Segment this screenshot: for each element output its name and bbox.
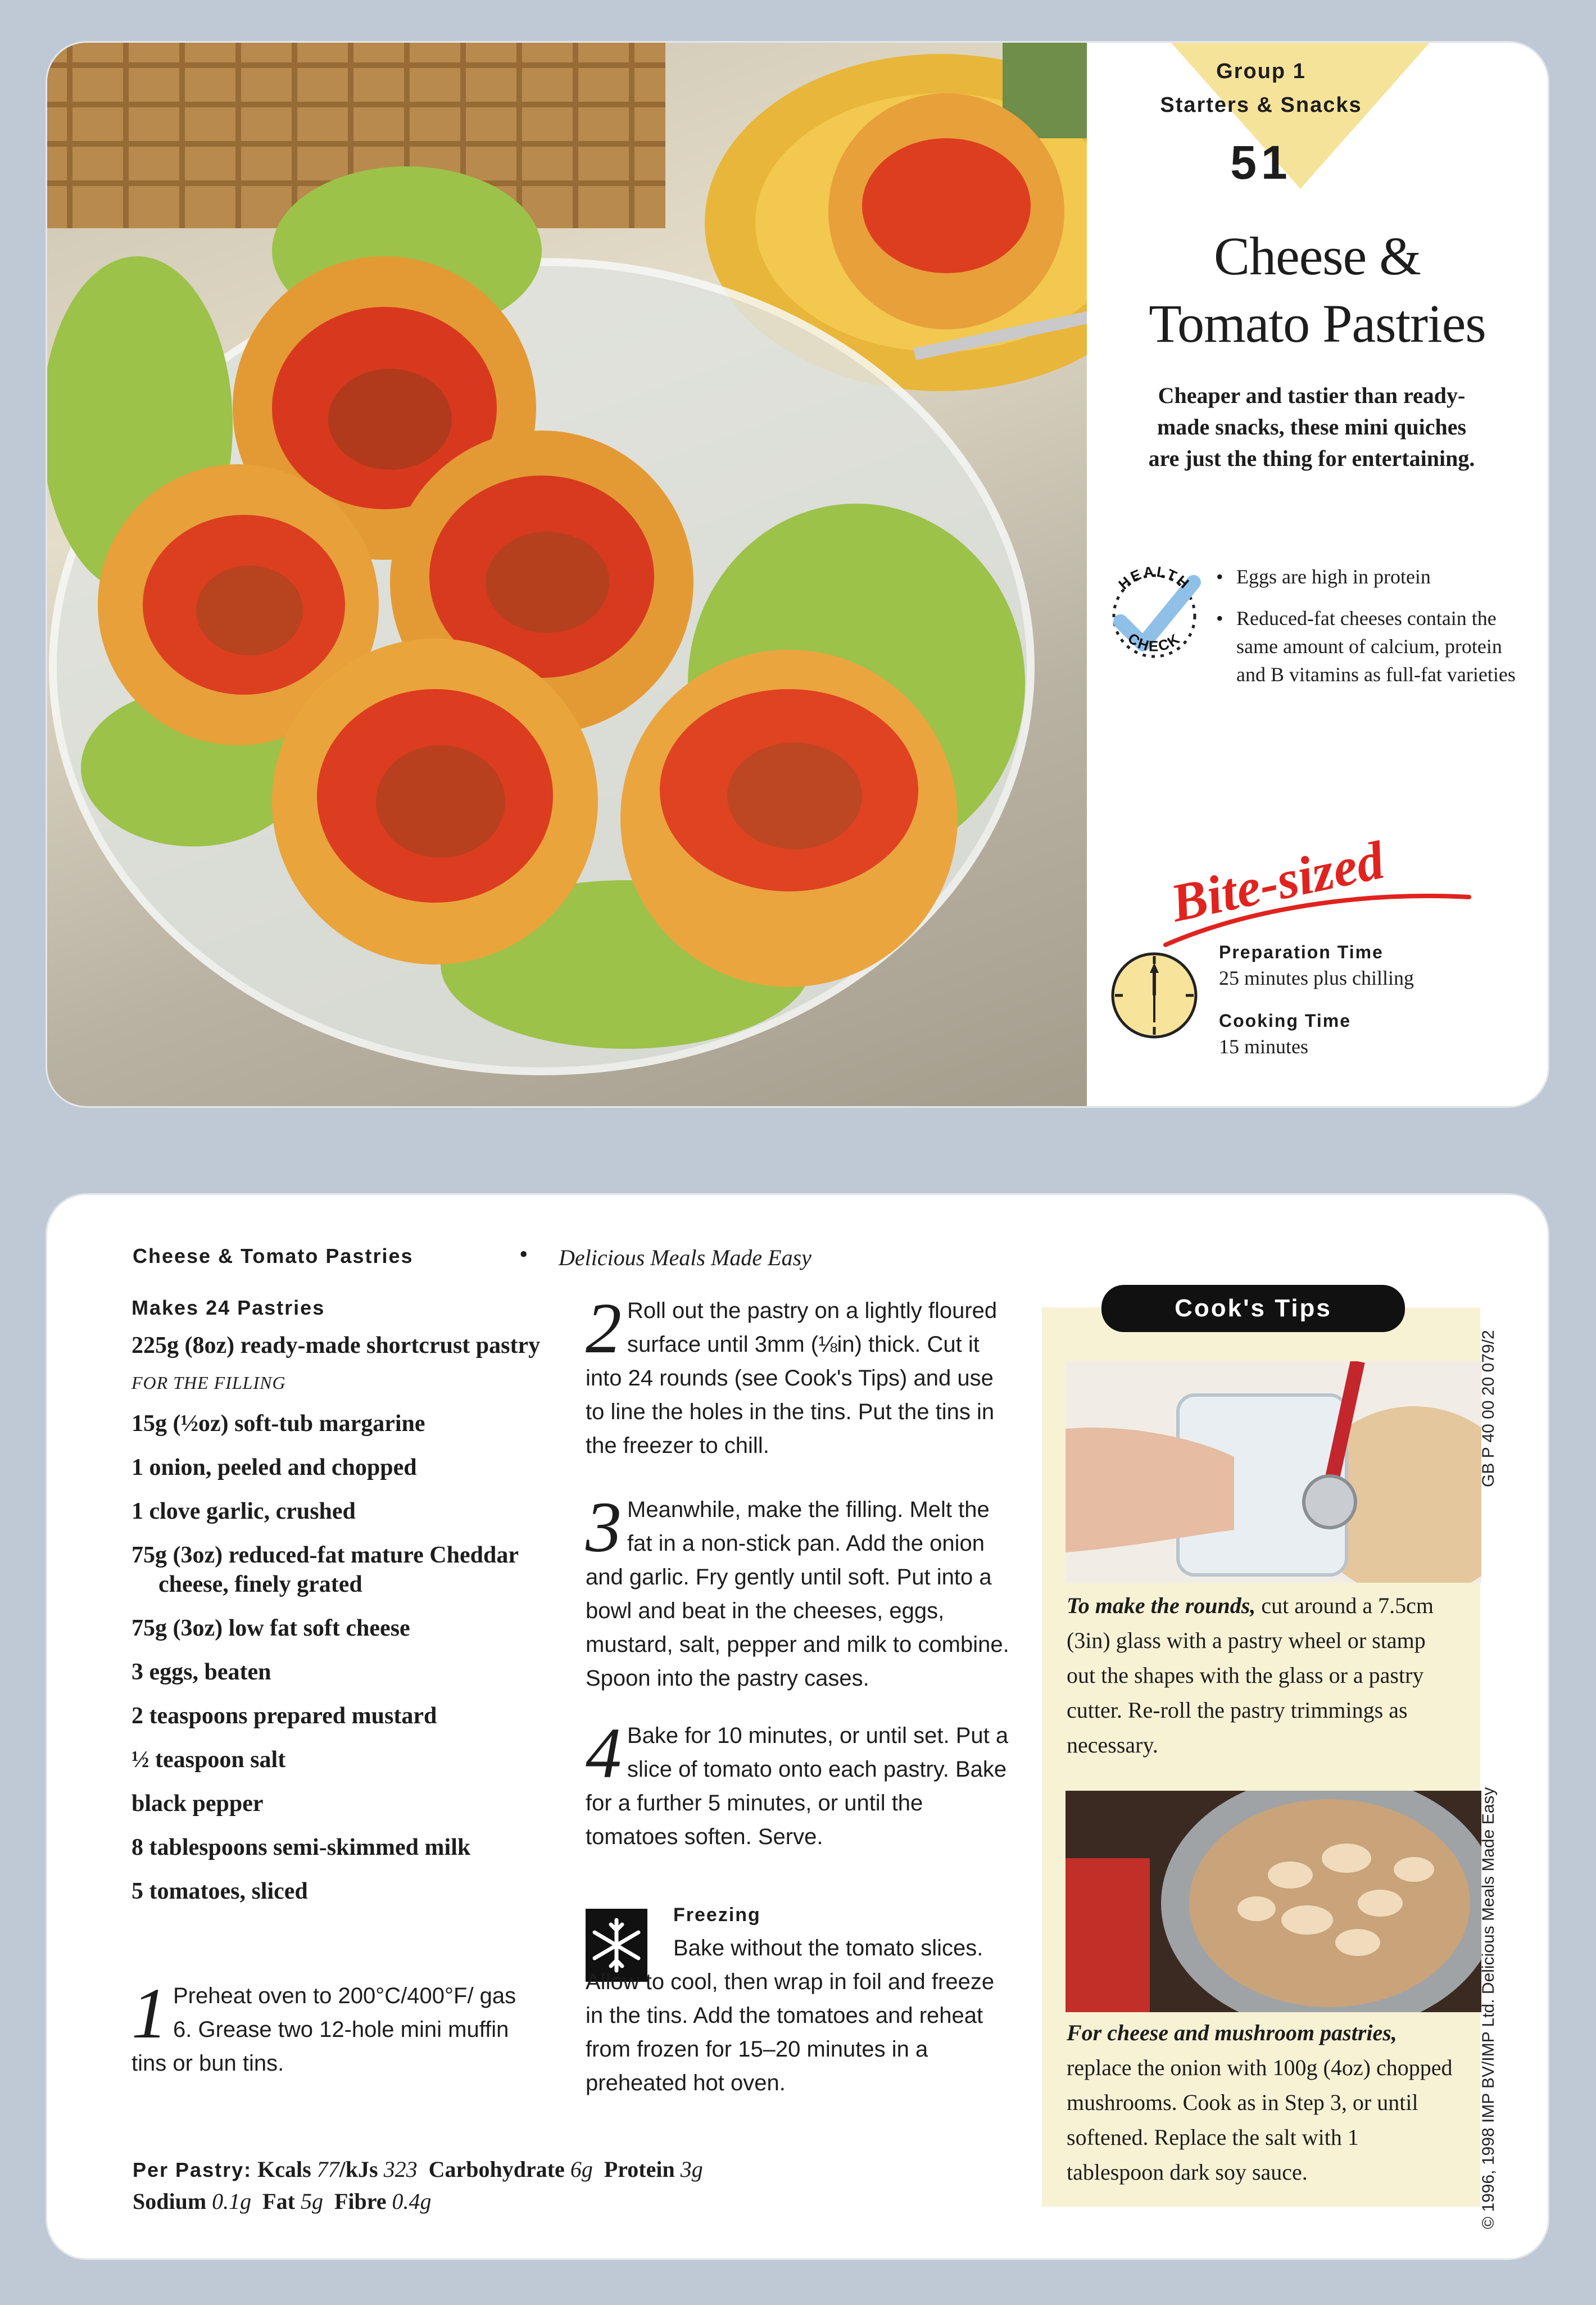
ingredient: 75g (3oz) low fat soft cheese [132, 1615, 410, 1641]
cooking-time-label: Cooking Time [1219, 1011, 1351, 1031]
series-title: Delicious Meals Made Easy [559, 1245, 811, 1270]
nutrition-label: Per Pastry: [133, 2158, 252, 2181]
copyright-notice: © 1996, 1998 IMP BV/IMP Ltd. Delicious Meals Made Easy [1479, 1787, 1498, 2229]
title-line-1: Cheese & [1214, 226, 1421, 286]
ingredient: 8 tablespoons semi-skimmed milk [132, 1835, 471, 1860]
carbohydrate-label: Carbohydrate [428, 2157, 565, 2182]
sodium-value: 0.1g [212, 2189, 252, 2214]
tip-rounds-text [1067, 1588, 1454, 1763]
tip-photo-mushrooms [1065, 1791, 1481, 2012]
tip-photo-rounds [1065, 1361, 1481, 1583]
protein-value: 3g [680, 2157, 703, 2182]
preparation-time-label: Preparation Time [1219, 942, 1384, 962]
fibre-label: Fibre [334, 2189, 387, 2214]
method-step-2 [586, 1288, 1013, 1462]
filling-label: FOR THE FILLING [132, 1373, 286, 1393]
tip-mushrooms-body: replace the onion with 100g (4oz) chopped mushrooms. Cook as in Step 3, or until softened. Replace the salt with 1 tablespoon dark soy sauce. [1067, 2055, 1453, 2185]
cooks-tips-title: Cook's Tips [1101, 1285, 1405, 1332]
step-text: Bake for 10 minutes, or until set. Put a slice of tomato onto each pastry. Bake for a further 5 minutes, or until the tomatoes soften. Serve. [586, 1723, 1009, 1849]
step-number: 1 [132, 1973, 167, 2053]
svg-text:HEALTH [1115, 563, 1194, 592]
ingredient: 5 tomatoes, sliced [132, 1878, 308, 1904]
preparation-time-value: 25 minutes plus chilling [1219, 967, 1414, 989]
recipe-card-back [47, 1195, 1548, 2258]
fat-label: Fat [262, 2189, 295, 2214]
mushroom-pan-illustration [1065, 1791, 1481, 2012]
cooking-time-value: 15 minutes [1219, 1035, 1308, 1058]
bite-sized-badge [1160, 824, 1475, 948]
step-number: 2 [586, 1288, 622, 1368]
ingredient: 1 onion, peeled and chopped [132, 1455, 417, 1480]
ingredient: 1 clove garlic, crushed [132, 1498, 356, 1524]
bite-sized-text: Bite-sized [1165, 829, 1389, 934]
recipe-title [1087, 223, 1548, 357]
ingredient: 3 eggs, beaten [132, 1659, 271, 1685]
glass-cutting-illustration [1065, 1361, 1481, 1583]
kj-value: 323 [383, 2157, 418, 2182]
freezing-text: Bake without the tomato slices. Allow to cool, then wrap in foil and freeze in the tins. Add the tomatoes and reheat from frozen for 15–20 minutes in a preheated hot oven. [586, 1936, 995, 2095]
fibre-value: 0.4g [392, 2189, 432, 2214]
step-number: 4 [586, 1713, 622, 1793]
method-step-3 [586, 1487, 1013, 1695]
step-text: Roll out the pastry on a lightly floured surface until 3mm (⅛in) thick. Cut it into 24 rounds (see Cook's Tips) and use to line the holes in the tins. Put the tins in the freezer to chill. [586, 1298, 998, 1458]
ingredient: black pepper [132, 1791, 264, 1817]
pastries-illustration [47, 43, 1087, 1106]
header-separator: • [519, 1240, 528, 1268]
protein-label: Protein [604, 2157, 675, 2182]
ingredient: 75g (3oz) reduced-fat mature Cheddar cheese, finely grated [132, 1542, 519, 1597]
health-point: • Reduced-fat cheeses contain the same amount of calcium, protein and B vitamins as full-fat varieties [1216, 604, 1531, 689]
sodium-label: Sodium [133, 2189, 207, 2214]
ingredient: ½ teaspoon salt [132, 1747, 286, 1773]
ingredient: 225g (8oz) ready-made shortcrust pastry [132, 1333, 541, 1358]
ingredient: 15g (½oz) soft-tub margarine [132, 1411, 425, 1437]
fat-value: 5g [300, 2189, 323, 2214]
card-number: 51 [1230, 136, 1292, 189]
product-code: GB P 40 00 20 079/2 [1479, 1330, 1498, 1487]
kj-label: /kJs [339, 2157, 378, 2182]
step-text: Meanwhile, make the filling. Melt the fat in a non-stick pan. Add the onion and garlic. Fry gently until soft. Put into a bowl and beat in the cheeses, eggs, mustard, salt, pepper and milk to combine. Spoon into the pastry cases. [586, 1497, 1009, 1691]
health-check-icon [1098, 560, 1210, 672]
makes-label: Makes 24 Pastries [132, 1296, 325, 1319]
ingredients-list [132, 1296, 570, 1921]
clock-icon [1109, 950, 1199, 1040]
step-text: Preheat oven to 200°C/400°F/ gas 6. Grease two 12-hole mini muffin tins or bun tins. [132, 1984, 516, 2076]
health-points [1216, 563, 1531, 702]
method-step-1 [132, 1973, 525, 2080]
title-line-2: Tomato Pastries [1149, 293, 1486, 354]
tip-rounds-lead: To make the rounds, [1067, 1593, 1256, 1618]
ingredient: 2 teaspoons prepared mustard [132, 1703, 437, 1729]
recipe-photo [47, 43, 1087, 1106]
back-header-title: Cheese & Tomato Pastries [133, 1244, 414, 1267]
step-number: 3 [586, 1487, 622, 1567]
recipe-card-front [47, 43, 1548, 1106]
kcals-label: Kcals [257, 2157, 311, 2182]
group-label: Group 1 [1216, 60, 1306, 83]
nutrition-info [133, 2154, 976, 2217]
front-info-panel [1087, 43, 1548, 1106]
health-label-top: HEALTH [1115, 563, 1194, 593]
method-step-4 [586, 1713, 1013, 1854]
freezing-label: Freezing [673, 1904, 761, 1926]
recipe-intro: Cheaper and tastier than ready-made snacks, these mini quiches are just the thing for entertaining. [1148, 383, 1475, 471]
carbohydrate-value: 6g [570, 2157, 593, 2182]
health-point: • Eggs are high in protein [1216, 563, 1531, 591]
tip-rounds-body: cut around a 7.5cm (3in) glass with a pastry wheel or stamp out the shapes with the glass or a pastry cutter. Re-roll the pastry trimmings as necessary. [1067, 1593, 1434, 1758]
tip-mushrooms-lead: For cheese and mushroom pastries, [1067, 2020, 1397, 2045]
health-label-bottom: CHECK [1125, 630, 1184, 655]
category-label: Starters & Snacks [1160, 93, 1362, 117]
tip-mushrooms-text [1067, 2016, 1454, 2190]
kcals-value: 77 [316, 2157, 339, 2182]
